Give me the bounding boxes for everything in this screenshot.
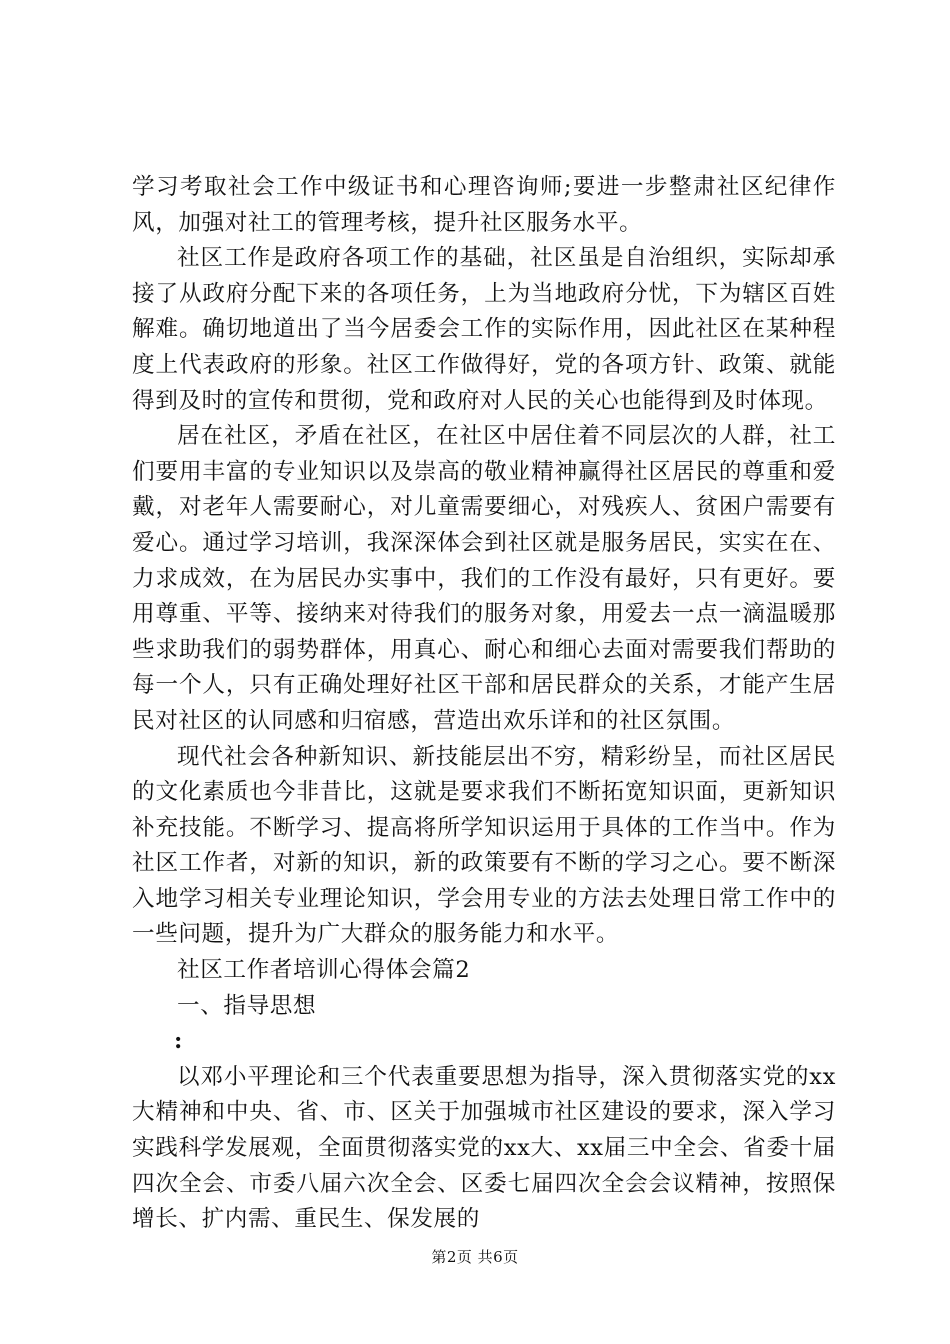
paragraph-guiding-ideology: 以邓小平理论和三个代表重要思想为指导，深入贯彻落实党的xx大精神和中央、省、市、区关于加强城市社区建设的要求，深入学习实践科学发展观，全面贯彻落实党的xx大、xx届三中全会、省委十届四次全会、市委八届六次全会、区委七届四次全会会议精神，按照保增长、扩内需、重民生、保发展的	[132, 1063, 836, 1233]
section-title: 社区工作者培训心得体会篇2	[177, 957, 471, 984]
subheading-guiding-ideology: 一、指导思想	[177, 992, 317, 1019]
paragraph-learning: 现代社会各种新知识、新技能层出不穷，精彩纷呈，而社区居民的文化素质也今非昔比，这就是要求我们不断拓宽知识面，更新知识补充技能。不断学习、提高将所学知识运用于具体的工作当中。作为社区工作者，对新的知识，新的政策要有不断的学习之心。要不断深入地学习相关专业理论知识，学会用专业的方法去处理日常工作中的一些问题，提升为广大群众的服务能力和水平。	[132, 743, 836, 948]
page-number-footer: 第2页 共6页	[431, 1248, 519, 1266]
paragraph-community-basis: 社区工作是政府各项工作的基础，社区虽是自治组织，实际却承接了从政府分配下来的各项任务，上为当地政府分忧，下为辖区百姓解难。确切地道出了当今居委会工作的实际作用，因此社区在某种程度上代表政府的形象。社区工作做得好，党的各项方针、政策、就能得到及时的宣传和贯彻，党和政府对人民的关心也能得到及时体现。	[132, 245, 836, 414]
paragraph-residents: 居在社区，矛盾在社区，在社区中居住着不同层次的人群，社工们要用丰富的专业知识以及崇高的敬业精神赢得社区居民的尊重和爱戴，对老年人需要耐心，对儿童需要细心，对残疾人、贫困户需要有爱心。通过学习培训，我深深体会到社区就是服务居民，实实在在、力求成效，在为居民办实事中，我们的工作没有最好，只有更好。要用尊重、平等、接纳来对待我们的服务对象，用爱去一点一滴温暖那些求助我们的弱势群体，用真心、耐心和细心去面对需要我们帮助的每一个人，只有正确处理好社区干部和居民群众的关系，才能产生居民对社区的认同感和归宿感，营造出欢乐详和的社区氛围。	[132, 423, 836, 734]
paragraph-continuation: 学习考取社会工作中级证书和心理咨询师;要进一步整肃社区纪律作风，加强对社工的管理考核，提升社区服务水平。	[132, 174, 836, 236]
document-body	[132, 170, 836, 1238]
colon-mark: :	[174, 1028, 183, 1055]
